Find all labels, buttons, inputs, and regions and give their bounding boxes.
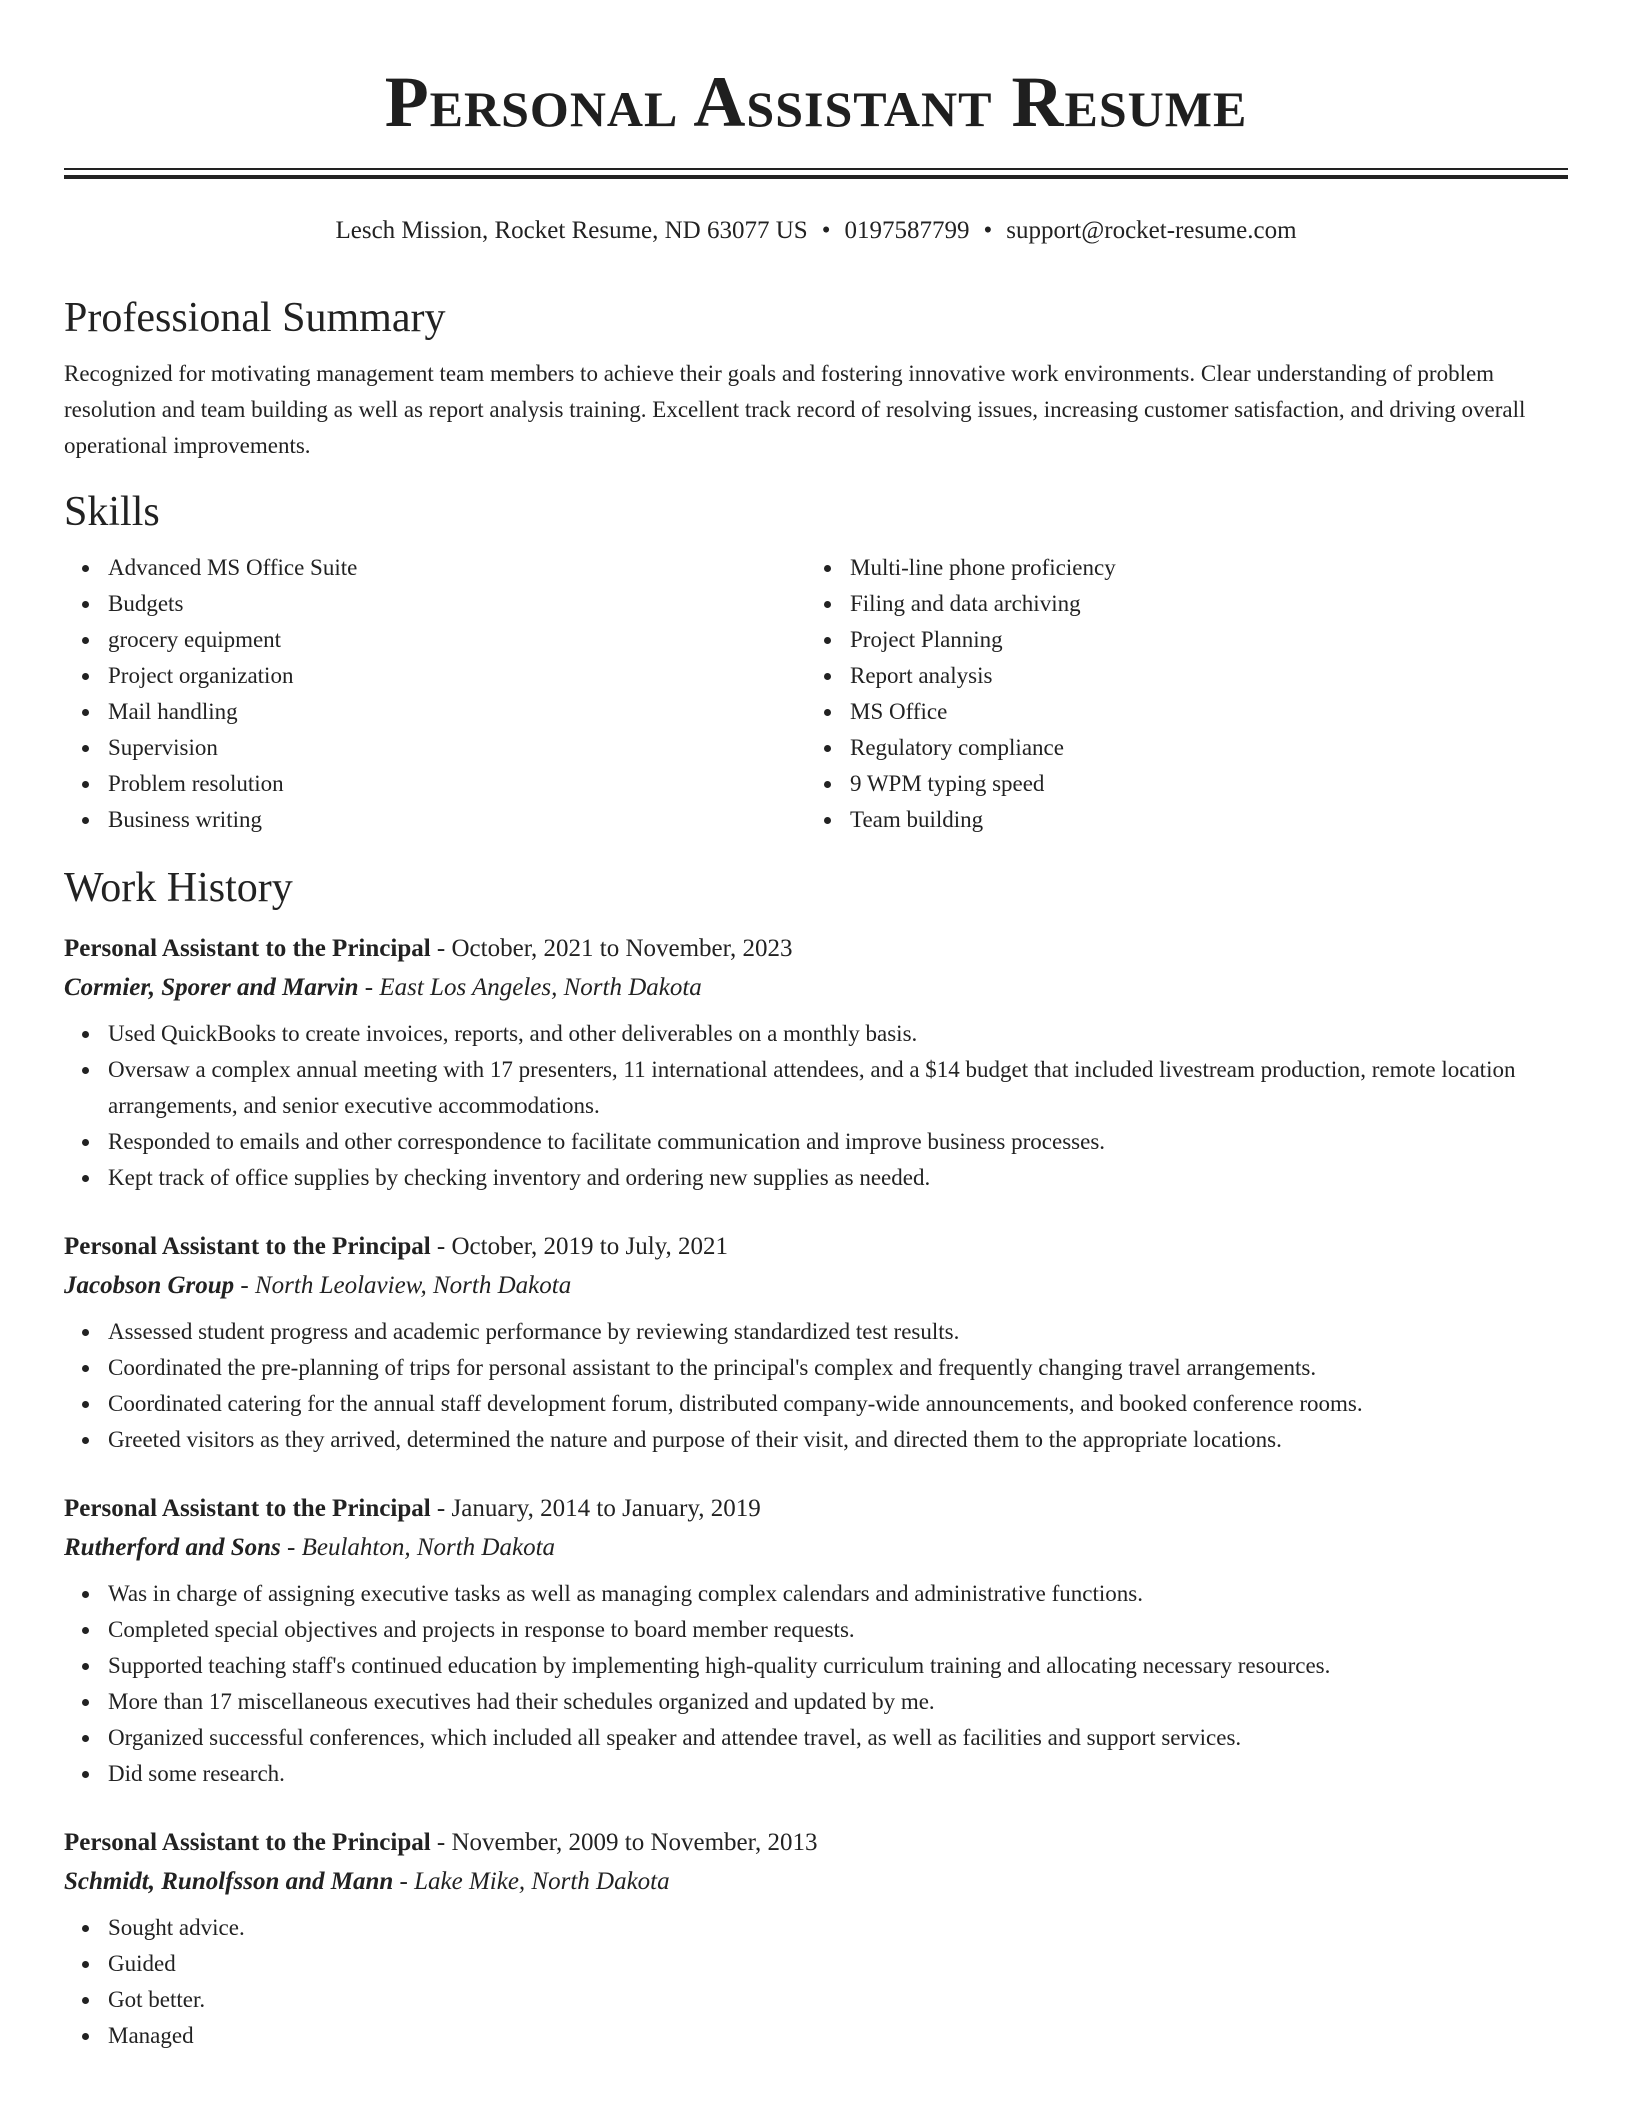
duty-item: More than 17 miscellaneous executives had their schedules organized and updated by me. (108, 1684, 1568, 1720)
duty-item: Got better. (108, 1982, 1568, 2018)
job-company: Jacobson Group (64, 1272, 235, 1299)
contact-phone: 0197587799 (844, 217, 970, 244)
resume-content (64, 288, 1568, 2054)
summary-heading: Professional Summary (64, 295, 446, 341)
skill-item: Filing and data archiving (850, 586, 1116, 622)
skill-item: MS Office (850, 694, 1116, 730)
job-company: Rutherford and Sons (64, 1534, 281, 1561)
job-title: Personal Assistant to the Principal (64, 935, 431, 962)
skill-item: Multi-line phone proficiency (850, 550, 1116, 586)
skill-item: Report analysis (850, 658, 1116, 694)
skill-item: Problem resolution (108, 766, 806, 802)
job-dates: November, 2009 to November, 2013 (451, 1829, 818, 1856)
duty-item: Coordinated catering for the annual staff development forum, distributed company-wide announcements, and booked conference rooms. (108, 1386, 1568, 1422)
job-title-line: Personal Assistant to the Principal - January, 2014 to January, 2019 (64, 1495, 761, 1522)
duty-item: Kept track of office supplies by checking inventory and ordering new supplies as needed. (108, 1160, 1568, 1196)
skill-item: Team building (850, 802, 1116, 838)
duty-item: Organized successful conferences, which included all speaker and attendee travel, as well as facilities and support services. (108, 1720, 1568, 1756)
skills-heading: Skills (64, 489, 160, 535)
job-entry (64, 1824, 1568, 2054)
job-company: Cormier, Sporer and Marvin (64, 974, 359, 1001)
job-title: Personal Assistant to the Principal (64, 1495, 431, 1522)
summary-text: Recognized for motivating management team members to achieve their goals and fostering innovative work environments. Clear understanding of problem resolution and team building as well as report analysis training. Excellent track record of resolving issues, increasing customer satisfaction, and driving overall operational improvements. (64, 361, 1526, 458)
job-location: Lake Mike, North Dakota (414, 1868, 670, 1895)
skill-item: grocery equipment (108, 622, 806, 658)
skills-column-right (806, 550, 1116, 838)
job-location: Beulahton, North Dakota (301, 1534, 556, 1561)
duty-item: Sought advice. (108, 1910, 1568, 1946)
job-location: East Los Angeles, North Dakota (379, 974, 702, 1001)
skill-item: Supervision (108, 730, 806, 766)
job-company-line: Jacobson Group - North Leolaview, North Dakota (64, 1272, 572, 1299)
skill-item: Business writing (108, 802, 806, 838)
job-company-line: Schmidt, Runolfsson and Mann - Lake Mike, North Dakota (64, 1868, 670, 1895)
skill-item: Project organization (108, 658, 806, 694)
title-divider-thick (64, 175, 1568, 179)
contact-separator: • (983, 217, 993, 244)
skills-column-left (64, 550, 806, 838)
duty-item: Was in charge of assigning executive tasks as well as managing complex calendars and administrative functions. (108, 1576, 1568, 1612)
duty-item: Oversaw a complex annual meeting with 17 presenters, 11 international attendees, and a $14 budget that included livestream production, remote location arrangements, and senior executive accommodations. (108, 1052, 1568, 1124)
job-dates: January, 2014 to January, 2019 (451, 1495, 761, 1522)
skills-list (64, 550, 1568, 838)
job-company-line: Rutherford and Sons - Beulahton, North Dakota (64, 1534, 556, 1561)
skill-item: Mail handling (108, 694, 806, 730)
duty-item: Managed (108, 2018, 1568, 2054)
duty-item: Used QuickBooks to create invoices, reports, and other deliverables on a monthly basis. (108, 1016, 1568, 1052)
job-title: Personal Assistant to the Principal (64, 1829, 431, 1856)
duty-item: Completed special objectives and projects in response to board member requests. (108, 1612, 1568, 1648)
job-duties (64, 1016, 1568, 1196)
job-duties (64, 1910, 1568, 2054)
job-company-line: Cormier, Sporer and Marvin - East Los Angeles, North Dakota (64, 974, 702, 1001)
resume-title: Personal Assistant Resume (384, 62, 1248, 142)
skill-item: Project Planning (850, 622, 1116, 658)
duty-item: Supported teaching staff's continued education by implementing high-quality curriculum training and allocating necessary resources. (108, 1648, 1568, 1684)
contact-address: Lesch Mission, Rocket Resume, ND 63077 US (335, 217, 808, 244)
job-entry (64, 1490, 1568, 1792)
duty-item: Did some research. (108, 1756, 1568, 1792)
job-entry (64, 1228, 1568, 1458)
duty-item: Greeted visitors as they arrived, determined the nature and purpose of their visit, and directed them to the appropriate locations. (108, 1422, 1568, 1458)
job-location: North Leolaview, North Dakota (255, 1272, 572, 1299)
title-divider-thin (64, 168, 1568, 170)
job-dates: October, 2019 to July, 2021 (451, 1233, 729, 1260)
skill-item: Regulatory compliance (850, 730, 1116, 766)
duty-item: Assessed student progress and academic performance by reviewing standardized test results. (108, 1314, 1568, 1350)
work-history-heading: Work History (64, 865, 293, 911)
job-title-line: Personal Assistant to the Principal - October, 2021 to November, 2023 (64, 935, 793, 962)
job-title-line: Personal Assistant to the Principal - October, 2019 to July, 2021 (64, 1233, 729, 1260)
contact-separator: • (821, 217, 831, 244)
skill-item: Budgets (108, 586, 806, 622)
skill-item: Advanced MS Office Suite (108, 550, 806, 586)
skill-item: 9 WPM typing speed (850, 766, 1116, 802)
job-duties (64, 1314, 1568, 1458)
job-dates: October, 2021 to November, 2023 (451, 935, 793, 962)
duty-item: Responded to emails and other correspondence to facilitate communication and improve business processes. (108, 1124, 1568, 1160)
job-title-line: Personal Assistant to the Principal - November, 2009 to November, 2013 (64, 1829, 818, 1856)
job-company: Schmidt, Runolfsson and Mann (64, 1868, 394, 1895)
contact-line (64, 214, 1568, 248)
contact-email: support@rocket-resume.com (1006, 217, 1297, 244)
job-entry (64, 930, 1568, 1196)
job-title: Personal Assistant to the Principal (64, 1233, 431, 1260)
duty-item: Guided (108, 1946, 1568, 1982)
job-duties (64, 1576, 1568, 1792)
duty-item: Coordinated the pre-planning of trips for personal assistant to the principal's complex and frequently changing travel arrangements. (108, 1350, 1568, 1386)
